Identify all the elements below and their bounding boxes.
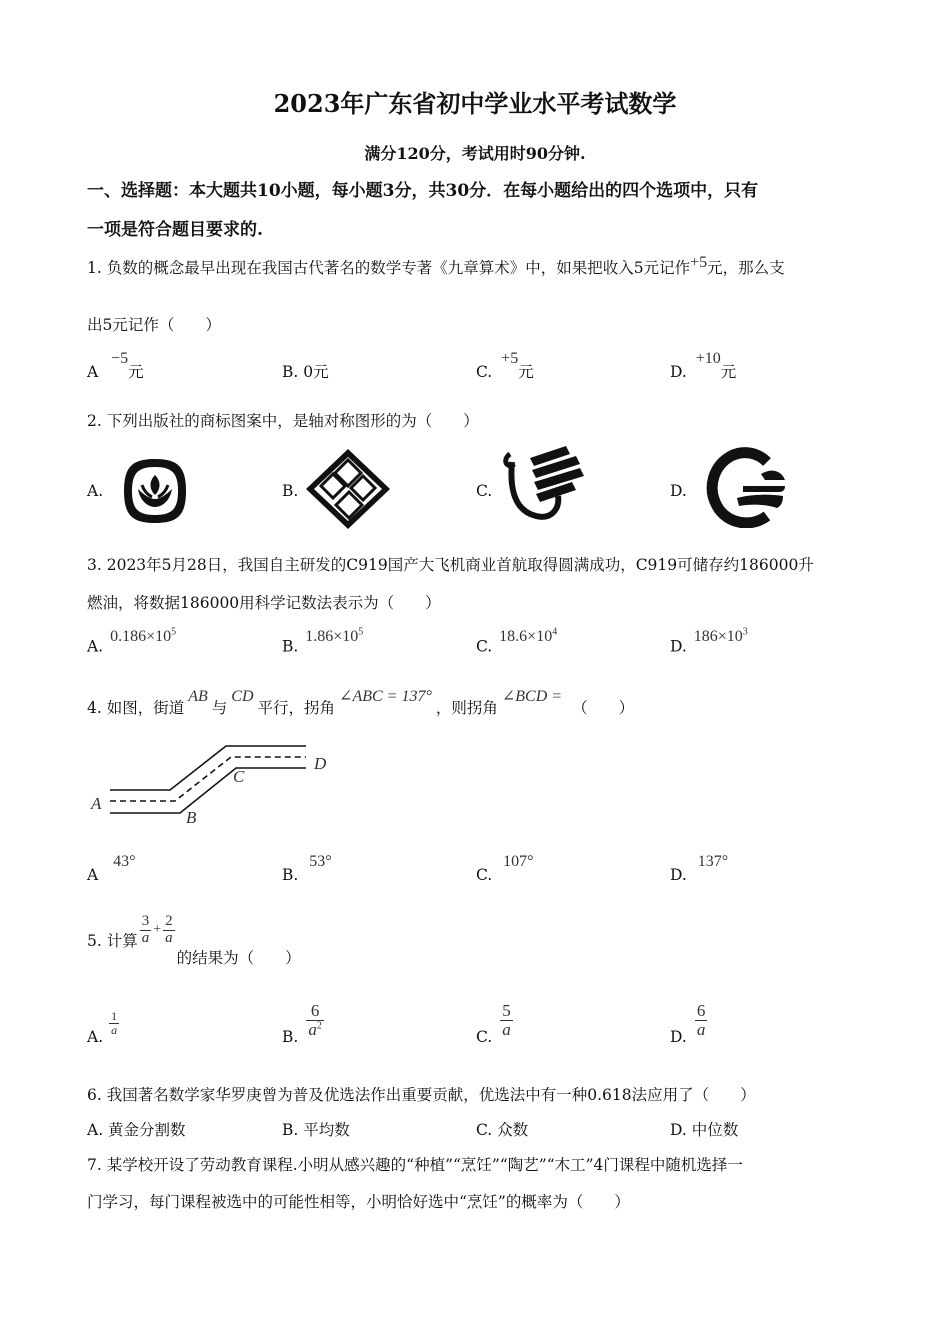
option-exp: 4 (552, 627, 558, 638)
option-base: 18.6×10 (499, 628, 553, 646)
option-label: C. (476, 1028, 493, 1046)
option-label: D. (670, 363, 687, 381)
q5-option-c[interactable] (476, 994, 513, 1046)
numerator: 6 (696, 1000, 706, 1020)
q4-option-c[interactable] (476, 853, 534, 885)
q4-text-1: 4. 如图，街道 (87, 699, 185, 717)
option-fraction (500, 1002, 513, 1039)
q4-math-angle-bcd: ∠BCD = (501, 688, 563, 705)
q4-text-5: （ ） (572, 699, 635, 717)
q1-text-b: 元，那么支 (707, 259, 785, 278)
q4-math-cd: CD (231, 688, 254, 705)
denominator: a (502, 1019, 511, 1039)
logo-d-g-circle-icon (703, 446, 789, 528)
question-1-line1 (87, 254, 785, 278)
q4-text-3: 平行，拐角 (257, 699, 336, 717)
q3-option-b[interactable] (282, 627, 364, 656)
option-math: +10 (695, 350, 721, 367)
option-math: 53° (309, 853, 332, 870)
numerator: 5 (502, 1000, 511, 1020)
q6-option-a[interactable]: A. 黄金分割数 (87, 1121, 186, 1139)
figure-label-d: D (314, 754, 327, 773)
q1-math: +5 (690, 254, 708, 271)
option-exp: 3 (742, 627, 748, 638)
question-6-stem: 6. 我国著名数学家华罗庚曾为普及优选法作出重要贡献，优选法中有一种0.618法应用了（ ） (87, 1086, 756, 1104)
q4-option-d[interactable] (670, 853, 729, 885)
q5-fraction-2 (163, 914, 175, 947)
option-math: −5 (111, 350, 129, 367)
option-label: C. (476, 363, 493, 381)
q4-text-4: ，则拐角 (435, 699, 498, 717)
q2-option-b-label[interactable]: B. (282, 482, 299, 500)
question-1-line2: 出5元记作（ ） (87, 316, 221, 334)
q1-option-b[interactable] (282, 360, 329, 382)
option-math: 137° (697, 853, 729, 870)
question-4-stem (87, 688, 635, 718)
q5-expression (140, 914, 175, 947)
q2-option-d-label[interactable]: D. (670, 482, 687, 500)
option-base: 186×10 (693, 628, 743, 646)
logo-c-hook-icon (500, 444, 588, 526)
option-label: B. (282, 637, 299, 656)
section-heading-line2: 一项是符合题目要求的. (87, 220, 263, 240)
option-fraction (306, 1002, 324, 1039)
option-unit: 元 (720, 363, 737, 381)
option-label: A (87, 866, 99, 884)
option-base: 0.186×10 (110, 628, 172, 646)
q3-option-c[interactable] (476, 627, 558, 656)
option-unit: 元 (518, 363, 534, 381)
figure-label-c: C (233, 767, 245, 786)
q1-option-c[interactable] (476, 350, 534, 382)
q5-plus: + (153, 922, 162, 937)
denominator: a (141, 929, 150, 946)
option-label: A. (87, 1028, 104, 1046)
q5-option-b[interactable] (282, 994, 324, 1046)
numerator: 1 (111, 1008, 118, 1023)
option-exp: 5 (358, 627, 364, 638)
denominator: a (111, 1022, 118, 1037)
option-math: 43° (113, 853, 136, 870)
question-3-line1: 3. 2023年5月28日，我国自主研发的C919国产大飞机商业首航取得圆满成功，C919可储存约186000升 (87, 556, 814, 574)
option-label: A (87, 363, 99, 381)
q6-option-c[interactable]: C. 众数 (476, 1121, 529, 1139)
q4-math-ab: AB (188, 688, 208, 705)
option-label: C. (476, 637, 493, 656)
q3-option-d[interactable] (670, 627, 748, 656)
option-fraction (109, 1010, 119, 1036)
street-figure (86, 738, 336, 830)
option-label: B. (282, 866, 299, 884)
option-label: D. (670, 866, 687, 884)
q2-option-a-label[interactable]: A. (87, 482, 104, 500)
denominator-exp: 2 (316, 1019, 322, 1031)
option-label: D. (670, 1028, 687, 1046)
logo-a-hands-icon (120, 455, 190, 527)
question-7-line1: 7. 某学校开设了劳动教育课程.小明从感兴趣的“种植”“烹饪”“陶艺”“木工”4门课程中随机选择一 (87, 1156, 743, 1174)
page-title: 2023年广东省初中学业水平考试数学 (273, 89, 677, 118)
q4-option-b[interactable] (282, 853, 332, 885)
option-label: B. (282, 363, 299, 381)
option-math: +5 (501, 350, 519, 367)
option-exp: 5 (171, 627, 177, 638)
option-math: 107° (503, 853, 534, 870)
q4-text-2: 与 (211, 699, 228, 717)
q5-option-d[interactable] (670, 994, 707, 1046)
q6-option-b[interactable]: B. 平均数 (282, 1121, 350, 1139)
option-unit: 元 (128, 363, 144, 381)
q5-option-a[interactable] (87, 1000, 119, 1046)
question-5-stem (87, 912, 301, 968)
q4-option-a[interactable] (87, 853, 136, 885)
exam-info: 满分120分，考试用时90分钟. (364, 144, 586, 163)
section-heading-line1: 一、选择题：本大题共10小题，每小题3分，共30分．在每小题给出的四个选项中，只有 (87, 181, 759, 201)
option-text: 0元 (303, 363, 329, 381)
figure-label-a: A (91, 794, 102, 813)
numerator: 3 (141, 912, 150, 929)
q4-math-angle-abc: ∠ABC = 137° (339, 688, 432, 705)
option-base: 1.86×10 (305, 628, 359, 646)
numerator: 2 (165, 912, 173, 929)
q2-option-c-label[interactable]: C. (476, 482, 493, 500)
logo-b-diamond-icon (303, 446, 393, 532)
option-fraction (695, 1002, 708, 1039)
denominator: a (696, 1019, 706, 1039)
question-7-line2: 门学习，每门课程被选中的可能性相等，小明恰好选中“烹饪”的概率为（ ） (87, 1193, 630, 1211)
option-label: D. (670, 637, 687, 656)
q1-option-d[interactable] (670, 350, 737, 382)
denominator: a (308, 1019, 317, 1039)
numerator: 6 (310, 1000, 320, 1020)
option-label: B. (282, 1028, 299, 1046)
question-2-stem: 2. 下列出版社的商标图案中，是轴对称图形的为（ ） (87, 412, 479, 430)
q1-option-a[interactable] (87, 350, 144, 382)
q3-option-a[interactable] (87, 627, 177, 656)
q1-text-a: 1. 负数的概念最早出现在我国古代著名的数学专著《九章算术》中，如果把收入5元记作 (87, 259, 691, 278)
denominator: a (165, 929, 173, 946)
figure-label-b: B (186, 808, 197, 827)
q5-text-2: 的结果为（ ） (176, 949, 301, 967)
q5-text-1: 5. 计算 (87, 932, 138, 950)
option-label: A. (87, 637, 104, 656)
option-label: C. (476, 866, 493, 884)
question-3-line2: 燃油，将数据186000用科学记数法表示为（ ） (87, 594, 441, 612)
q5-fraction-1 (140, 914, 152, 947)
q6-option-d[interactable]: D. 中位数 (670, 1121, 739, 1139)
